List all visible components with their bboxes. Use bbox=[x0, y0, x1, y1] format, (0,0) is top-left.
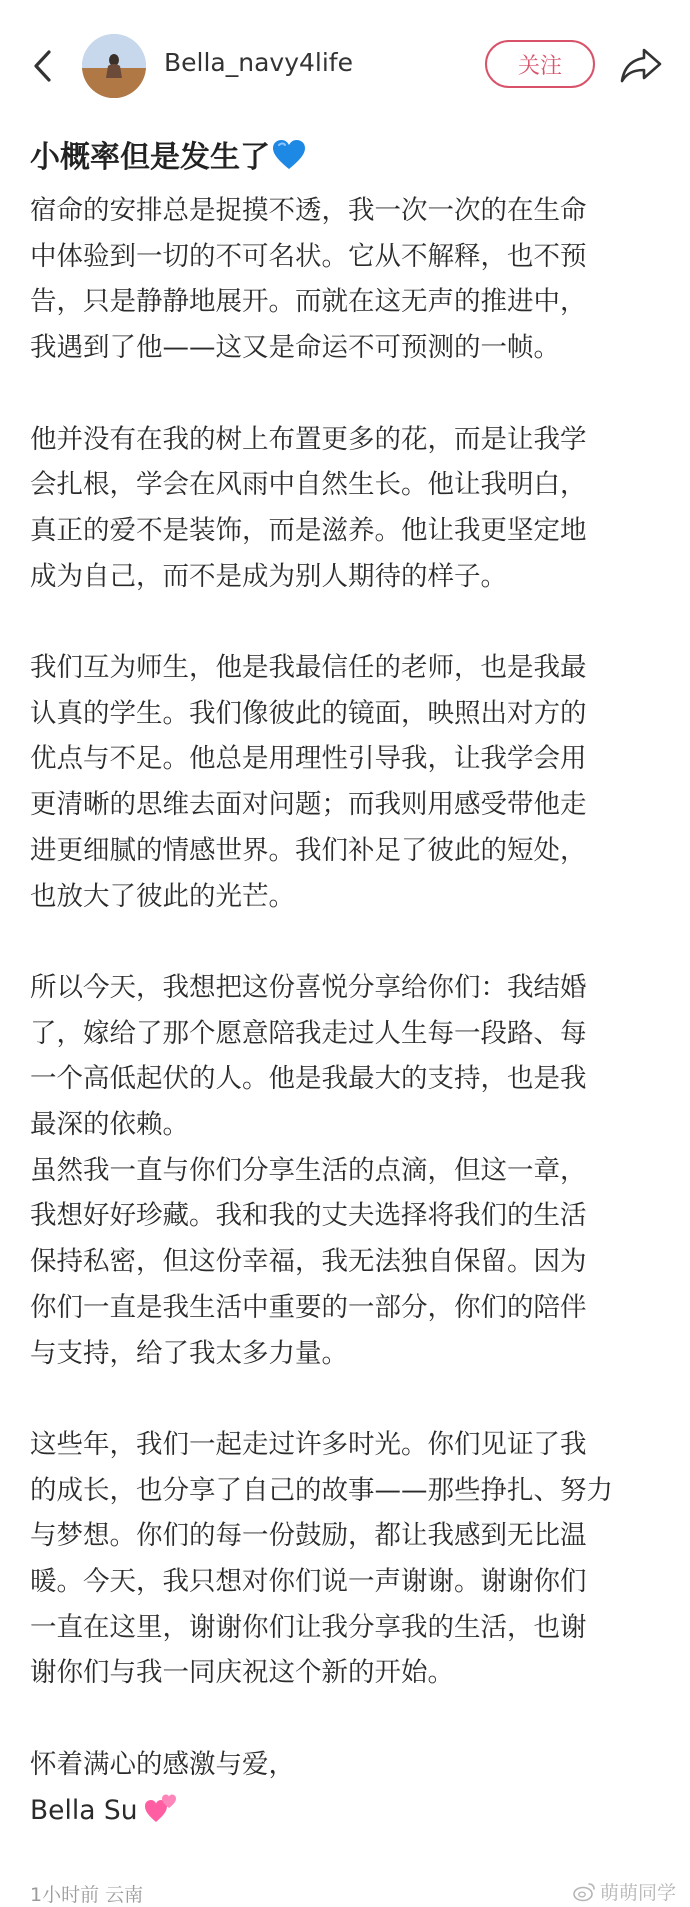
paragraph bbox=[30, 188, 670, 371]
paragraph-line: 保持私密，但这份幸福，我无法独自保留。因为 bbox=[30, 1246, 587, 1278]
paragraph-line: 与梦想。你们的每一份鼓励，都让我感到无比温 bbox=[30, 1520, 587, 1552]
paragraph bbox=[30, 417, 670, 600]
paragraph-line: 你们一直是我生活中重要的一部分，你们的陪伴 bbox=[30, 1291, 587, 1323]
paragraph-line: 成为自己，而不是成为别人期待的样子。 bbox=[30, 560, 507, 592]
signature-line bbox=[30, 1788, 670, 1839]
paragraph-line: 也放大了彼此的光芒。 bbox=[30, 880, 295, 912]
share-button[interactable] bbox=[618, 44, 664, 86]
signature-name: Bella Su bbox=[30, 1794, 138, 1826]
paragraph-line: 所以今天，我想把这份喜悦分享给你们：我结婚 bbox=[30, 971, 587, 1003]
paragraph-gap bbox=[30, 919, 670, 965]
username[interactable]: Bella_navy4life bbox=[164, 48, 353, 77]
post-title-text: 小概率但是发生了 bbox=[30, 140, 270, 175]
paragraph-line: 暖。今天，我只想对你们说一声谢谢。谢谢你们 bbox=[30, 1566, 587, 1598]
blue-heart-icon bbox=[272, 139, 306, 179]
paragraph-gap bbox=[30, 1376, 670, 1422]
paragraph bbox=[30, 965, 670, 1376]
paragraph-line: 优点与不足。他总是用理性引导我，让我学会用 bbox=[30, 743, 587, 775]
paragraph-line: 虽然我一直与你们分享生活的点滴，但这一章， bbox=[30, 1154, 587, 1186]
share-arrow-icon bbox=[618, 44, 664, 86]
post-body bbox=[30, 188, 670, 1838]
back-button[interactable] bbox=[24, 44, 64, 88]
paragraph-line: 的成长，也分享了自己的故事——那些挣扎、努力 bbox=[30, 1474, 613, 1506]
closing-line: 怀着满心的感激与爱， bbox=[30, 1748, 295, 1780]
paragraph-line: 他并没有在我的树上布置更多的花，而是让我学 bbox=[30, 423, 587, 455]
paragraph-line: 一直在这里，谢谢你们让我分享我的生活，也谢 bbox=[30, 1611, 587, 1643]
post-title bbox=[30, 132, 306, 179]
paragraph-line: 与支持，给了我太多力量。 bbox=[30, 1337, 348, 1369]
follow-button[interactable]: 关注 bbox=[485, 40, 595, 88]
paragraph-line: 真正的爱不是装饰，而是滋养。他让我更坚定地 bbox=[30, 514, 587, 546]
weibo-icon bbox=[572, 1882, 596, 1902]
paragraph-gap bbox=[30, 371, 670, 417]
paragraph-line: 了，嫁给了那个愿意陪我走过人生每一段路、每 bbox=[30, 1017, 587, 1049]
avatar-photo bbox=[82, 34, 146, 98]
paragraph-line: 我们互为师生，他是我最信任的老师，也是我最 bbox=[30, 652, 587, 683]
paragraph-line: 最深的依赖。 bbox=[30, 1109, 189, 1141]
paragraph-line: 谢你们与我一同庆祝这个新的开始。 bbox=[30, 1657, 454, 1689]
paragraph-line: 进更细腻的情感世界。我们补足了彼此的短处， bbox=[30, 834, 587, 866]
post-header bbox=[0, 0, 690, 130]
paragraph-gap bbox=[30, 599, 670, 645]
paragraph-line: 中体验到一切的不可名状。它从不解释，也不预 bbox=[30, 240, 587, 272]
paragraph-line: 这些年，我们一起走过许多时光。你们见证了我 bbox=[30, 1428, 587, 1460]
two-hearts-icon bbox=[144, 1792, 180, 1839]
paragraph-line: 会扎根，学会在风雨中自然生长。他让我明白， bbox=[30, 469, 587, 501]
paragraph bbox=[30, 1422, 670, 1696]
chevron-left-icon bbox=[24, 44, 64, 88]
paragraph-line: 一个高低起伏的人。他是我最大的支持，也是我 bbox=[30, 1063, 587, 1095]
paragraph-line: 认真的学生。我们像彼此的镜面，映照出对方的 bbox=[30, 697, 587, 729]
watermark bbox=[572, 1878, 676, 1905]
paragraph-gap bbox=[30, 1696, 670, 1742]
paragraph-line: 我遇到了他——这又是命运不可预测的一帧。 bbox=[30, 332, 560, 364]
paragraph-line: 更清晰的思维去面对问题；而我则用感受带他走 bbox=[30, 789, 587, 821]
paragraph-line: 告，只是静静地展开。而就在这无声的推进中， bbox=[30, 286, 587, 318]
paragraph-line: 我想好好珍藏。我和我的丈夫选择将我们的生活 bbox=[30, 1200, 587, 1232]
paragraph bbox=[30, 645, 670, 919]
paragraph-line: 宿命的安排总是捉摸不透，我一次一次的在生命 bbox=[30, 195, 587, 226]
post-meta: 1小时前 云南 bbox=[30, 1884, 144, 1906]
avatar[interactable] bbox=[82, 34, 146, 98]
signature-block bbox=[30, 1742, 670, 1838]
watermark-text: 萌萌同学 bbox=[599, 1882, 676, 1904]
